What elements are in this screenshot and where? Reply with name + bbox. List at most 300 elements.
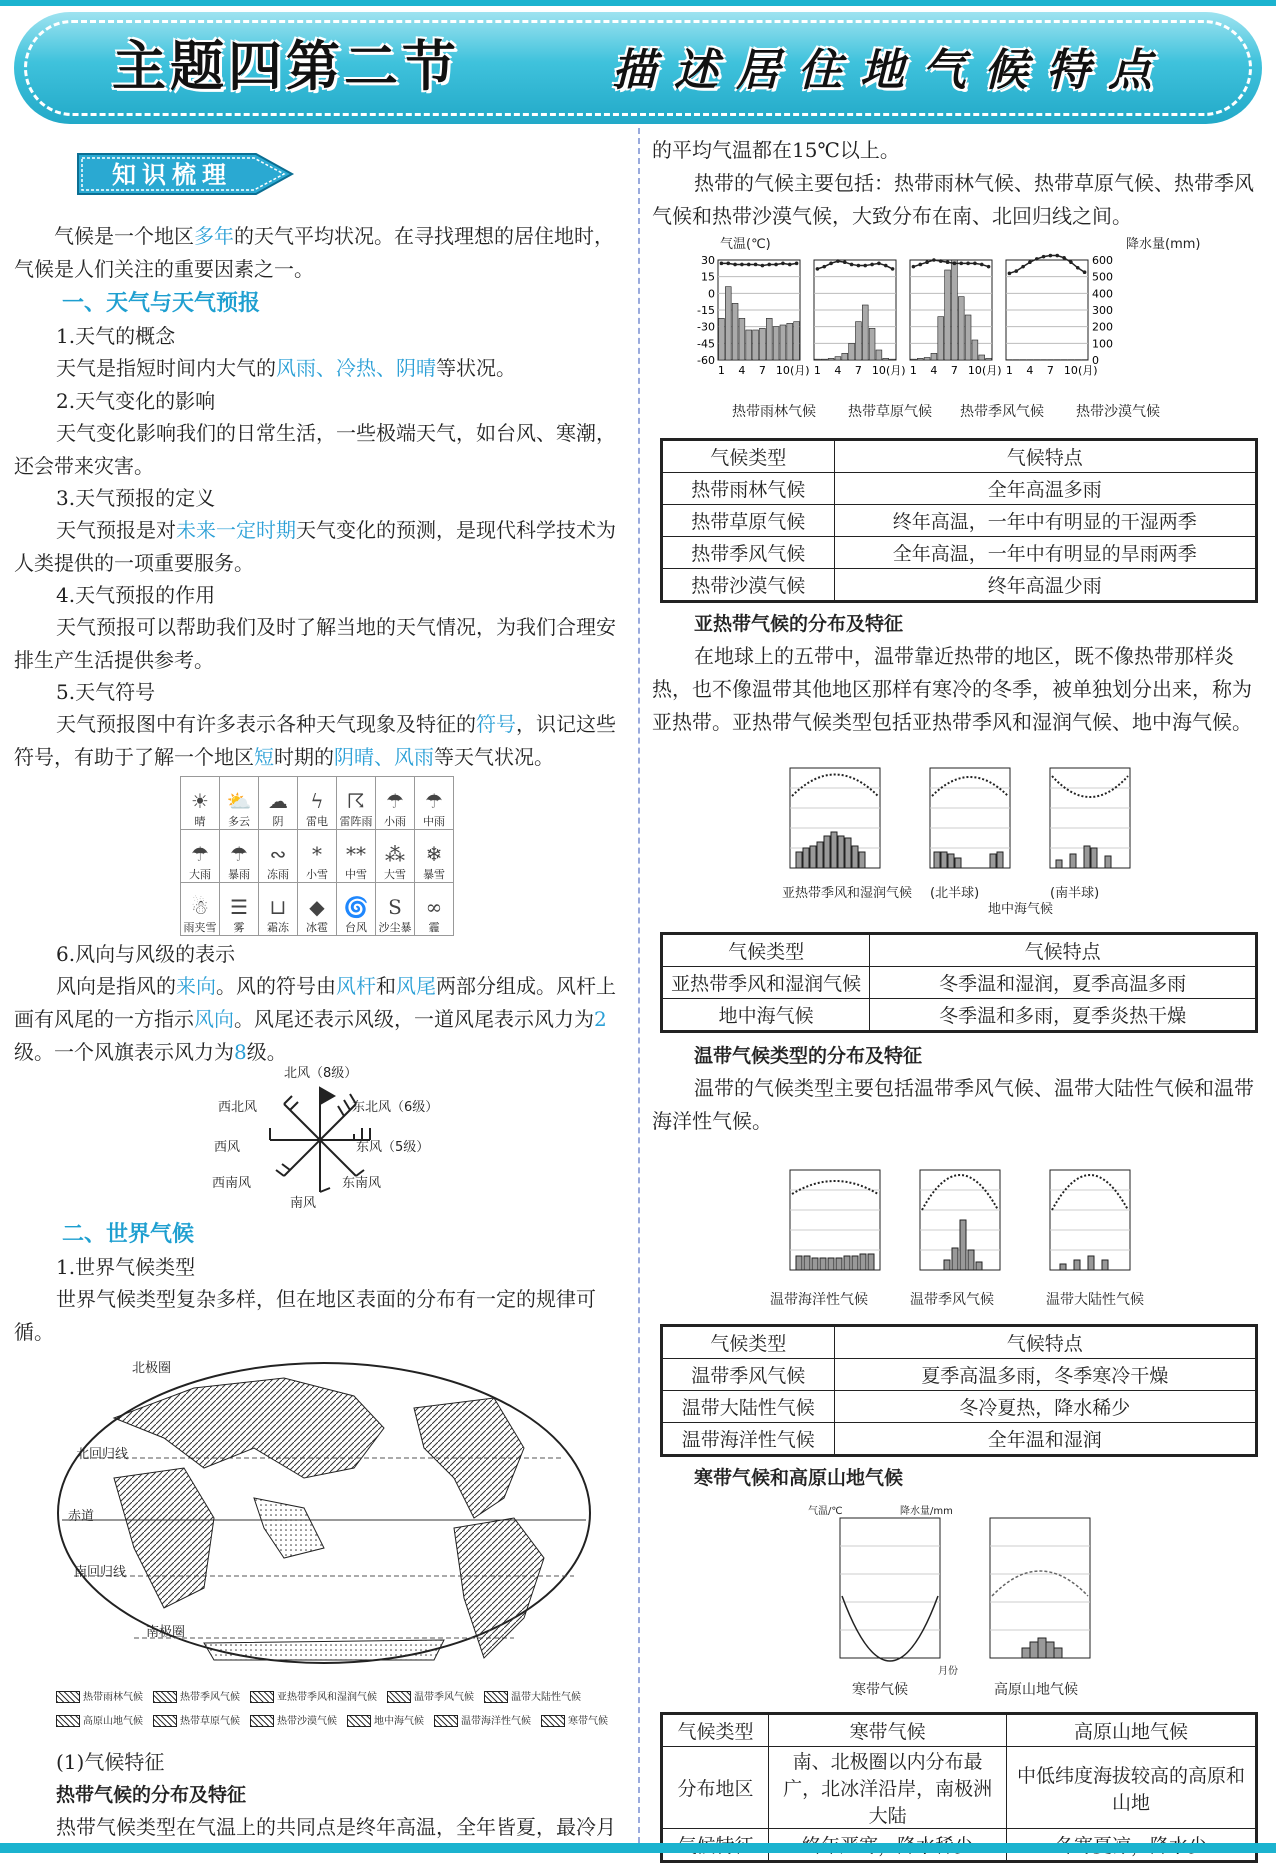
- month-tick: 10: [968, 364, 982, 377]
- weather-cell: [298, 883, 337, 936]
- s1-b: 风雨、冷热、阴晴: [276, 356, 436, 380]
- legend-swatch: [56, 1691, 80, 1703]
- fig1-cap-0: 热带雨林气候: [732, 404, 816, 420]
- fig4-temp-axis: 气温/℃: [808, 1506, 843, 1518]
- table-cell: 夏季高温多雨，冬季寒冷干燥: [834, 1359, 1256, 1391]
- fig3-cap-0: 温带海洋性气候: [770, 1292, 868, 1308]
- bottom-rule: [0, 1843, 1276, 1853]
- precip-tick: 300: [1092, 304, 1113, 317]
- weather-symbol-icon: ⁂: [376, 842, 414, 866]
- weather-symbol-icon: 🌀: [337, 895, 375, 919]
- precip-bar: [725, 287, 731, 360]
- map-label-tropic-n: 北回归线: [76, 1448, 128, 1462]
- table-cell: 热带雨林气候: [662, 473, 835, 505]
- table-header-cell: 气候类型: [662, 440, 835, 473]
- map-label-equator: 赤道: [68, 1510, 94, 1524]
- table-header-row: [662, 1714, 1257, 1747]
- month-tick: 1: [718, 364, 725, 377]
- s6-e: 和: [376, 974, 396, 998]
- heading-weather: 一、天气与天气预报: [62, 287, 260, 320]
- s4-title: 4.天气预报的作用: [56, 579, 215, 612]
- table-cell: 热带草原气候: [662, 505, 835, 537]
- weather-symbol-label: 小雨: [384, 815, 406, 828]
- precip-bar: [876, 350, 882, 360]
- temperature-point: [1062, 256, 1066, 260]
- map-label-arctic: 北极圈: [132, 1362, 171, 1376]
- temperature-point: [939, 259, 943, 263]
- fig4-cap-1: 高原山地气候: [994, 1682, 1078, 1698]
- intro-b: 多年: [194, 224, 234, 248]
- s1-a: 天气是指短时间内大气的: [56, 356, 276, 380]
- fig4-prec-axis: 降水量/mm: [900, 1506, 953, 1518]
- fig3-cap-2: 温带大陆性气候: [1046, 1292, 1144, 1308]
- s4-text: 天气预报可以帮助我们及时了解当地的天气情况，为我们合理安排生产生活提供参考。: [14, 611, 626, 677]
- weather-cell: [298, 830, 337, 883]
- s5-text: [14, 708, 626, 774]
- month-tick: 10: [776, 364, 790, 377]
- legend-item: [153, 1686, 240, 1710]
- legend-label: 亚热带季风和湿润气候: [277, 1692, 377, 1703]
- table-cell: 温带海洋性气候: [662, 1423, 835, 1456]
- s6-a: 风向是指风的: [56, 974, 176, 998]
- legend-swatch: [484, 1691, 508, 1703]
- temp-tick: -45: [697, 337, 715, 350]
- s5-a: 天气预报图中有许多表示各种天气现象及特征的: [56, 712, 476, 736]
- temperature-point: [863, 264, 867, 268]
- precip-bar: [849, 343, 855, 360]
- s6-b: 来向: [176, 974, 216, 998]
- wind-label-w: 西风: [214, 1140, 240, 1156]
- subtropical-charts: [760, 748, 1160, 888]
- precip-bar: [911, 359, 917, 360]
- temperature-point: [953, 262, 957, 266]
- temp-tick: -30: [697, 321, 715, 334]
- fig2-cap-1: (北半球): [930, 886, 979, 901]
- temp-tick: 0: [708, 287, 715, 300]
- table-header-cell: 高原山地气候: [1007, 1714, 1257, 1747]
- weather-symbol-label: 台风: [345, 921, 367, 934]
- legend-swatch: [153, 1691, 177, 1703]
- s6-h: 风向: [194, 1007, 234, 1031]
- s5-e: 时期的: [274, 745, 334, 769]
- fig1-prec-axis: 降水量(mm): [1126, 238, 1200, 252]
- table-cell: 分布地区: [662, 1747, 769, 1829]
- table-header-row: [662, 1326, 1257, 1359]
- temperature-point: [781, 262, 785, 266]
- temperate-climate-table: [660, 1324, 1258, 1457]
- legend-item: [484, 1686, 581, 1710]
- table-header-row: [662, 440, 1257, 473]
- table-cell: 温带大陆性气候: [662, 1391, 835, 1423]
- weather-symbol-icon: ϟ: [298, 789, 336, 813]
- legend-swatch: [250, 1715, 274, 1727]
- weather-cell: [220, 830, 259, 883]
- r-p2: 热带的气候主要包括：热带雨林气候、热带草原气候、热带季风气候和热带沙漠气候，大致分布在南、北回归线之间。: [652, 167, 1266, 233]
- precip-bar: [821, 359, 827, 360]
- precip-bar: [739, 318, 745, 360]
- table-cell: 南、北极圈以内分布最广，北冰洋沿岸，南极洲大陆: [769, 1747, 1007, 1829]
- month-unit: (月): [886, 364, 906, 377]
- weather-cell: [376, 830, 415, 883]
- month-tick: 1: [1006, 364, 1013, 377]
- wind-label-s: 南风: [290, 1196, 316, 1212]
- table-cell: 温带季风气候: [662, 1359, 835, 1391]
- month-tick: 10: [1064, 364, 1078, 377]
- temperature-point: [1042, 255, 1046, 259]
- table-header-cell: 寒带气候: [769, 1714, 1007, 1747]
- precip-tick: 500: [1092, 271, 1113, 284]
- table-row: [662, 537, 1257, 569]
- table-header-cell: 气候特点: [834, 1326, 1256, 1359]
- weather-cell: [415, 830, 454, 883]
- fig3-cap-1: 温带季风气候: [910, 1292, 994, 1308]
- temperature-point: [1055, 254, 1059, 258]
- precip-bar: [952, 260, 958, 360]
- s3-c: 天气变化的预测，是现代科学技术为人类提供的一项重要服务。: [14, 518, 616, 575]
- precip-tick: 100: [1092, 337, 1113, 350]
- climate-chart: [718, 260, 810, 377]
- weather-symbol-icon: ∞: [415, 895, 453, 919]
- weather-symbol-icon: ☰: [220, 895, 258, 919]
- temperature-point: [857, 264, 861, 268]
- knowledge-tag-label: 知识梳理: [112, 158, 232, 191]
- weather-symbol-label: 中雨: [423, 815, 445, 828]
- weather-symbol-label: 雷阵雨: [340, 815, 373, 828]
- s3-text: [14, 514, 626, 580]
- precip-bar: [842, 353, 848, 360]
- temp-tick: 15: [701, 271, 715, 284]
- weather-symbol-label: 霾: [429, 921, 440, 934]
- table-header-cell: 气候特点: [870, 934, 1257, 967]
- precip-bar: [815, 359, 821, 360]
- precip-bar: [965, 315, 971, 360]
- precip-bar: [917, 358, 923, 360]
- weather-symbol-label: 暴雨: [228, 868, 250, 881]
- temp-tick: -15: [697, 304, 715, 317]
- tropical-climate-charts: [706, 236, 1206, 426]
- precip-bar: [753, 330, 759, 360]
- temperature-point: [959, 262, 963, 266]
- precip-bar: [938, 317, 944, 360]
- legend-label: 热带季风气候: [180, 1692, 240, 1703]
- s6-l: 8: [234, 1040, 247, 1064]
- legend-swatch: [56, 1715, 80, 1727]
- month-tick: 1: [814, 364, 821, 377]
- section-title: 主题四第二节: [112, 24, 460, 101]
- month-tick: 4: [930, 364, 937, 377]
- map-label-tropic-s: 南回归线: [74, 1566, 126, 1580]
- weather-cell: [415, 777, 454, 830]
- legend-item: [153, 1710, 240, 1734]
- heading-world-climate: 二、世界气候: [62, 1218, 194, 1251]
- wind-label-n: 北风（8级）: [284, 1066, 357, 1082]
- precip-bar: [924, 358, 930, 361]
- weather-row: [181, 883, 454, 936]
- precip-bar: [856, 322, 862, 360]
- precip-bar: [794, 322, 800, 360]
- legend-item: [434, 1710, 531, 1734]
- s2-title: 2.天气变化的影响: [56, 385, 215, 418]
- table-row: [662, 967, 1257, 999]
- weather-row: [181, 777, 454, 830]
- precip-bar: [958, 297, 964, 360]
- precip-bar: [780, 325, 786, 360]
- precip-bar: [986, 358, 992, 360]
- precip-bar: [972, 340, 978, 360]
- table-cell: 终年高温少雨: [834, 569, 1256, 602]
- legend-item: [541, 1710, 608, 1734]
- map-label-antarctic: 南极圈: [146, 1626, 185, 1640]
- w1-text: 世界气候类型复杂多样，但在地区表面的分布有一定的规律可循。: [14, 1283, 626, 1349]
- table-row: [662, 1747, 1257, 1829]
- temperature-point: [877, 262, 881, 266]
- weather-cell: [181, 883, 220, 936]
- weather-symbol-icon: ☂: [415, 789, 453, 813]
- topic-title: 描述居住地气候特点: [612, 34, 1170, 98]
- table-header-cell: 气候类型: [662, 1714, 769, 1747]
- legend-item: [250, 1686, 377, 1710]
- fig1-cap-1: 热带草原气候: [848, 404, 932, 420]
- month-unit: (月): [790, 364, 810, 377]
- weather-row: [181, 830, 454, 883]
- temperature-point: [850, 263, 854, 267]
- weather-cell: [259, 883, 298, 936]
- weather-cell: [181, 830, 220, 883]
- weather-symbol-label: 晴: [195, 815, 206, 828]
- r-p4: 温带的气候类型主要包括温带季风气候、温带大陆性气候和温带海洋性气候。: [652, 1072, 1266, 1138]
- temperature-point: [912, 265, 916, 269]
- month-tick: 10: [872, 364, 886, 377]
- legend-swatch: [153, 1715, 177, 1727]
- weather-symbol-icon: ⛅: [220, 789, 258, 813]
- precip-bar: [979, 355, 985, 360]
- precip-bar: [719, 318, 725, 360]
- weather-cell: [337, 883, 376, 936]
- weather-symbol-icon: ☀: [181, 789, 219, 813]
- s1-title: 1.天气的概念: [56, 320, 175, 353]
- legend-label: 高原山地气候: [83, 1716, 143, 1727]
- legend-item: [347, 1710, 424, 1734]
- weather-cell: [259, 777, 298, 830]
- r-p1: 的平均气温都在15℃以上。: [652, 134, 1266, 167]
- intro-a: 气候是一个地区: [54, 224, 194, 248]
- wind-label-nw: 西北风: [218, 1100, 257, 1116]
- tropical-climate-table: [660, 438, 1258, 603]
- weather-symbol-label: 冰雹: [306, 921, 328, 934]
- table-header-cell: 气候特点: [834, 440, 1256, 473]
- table-cell: 热带沙漠气候: [662, 569, 835, 602]
- weather-symbol-label: 中雪: [345, 868, 367, 881]
- precip-tick: 400: [1092, 287, 1113, 300]
- legend-label: 热带雨林气候: [83, 1692, 143, 1703]
- wind-label-sw: 西南风: [212, 1176, 251, 1192]
- precip-bar: [835, 357, 841, 360]
- weather-symbol-icon: *: [298, 842, 336, 866]
- fig2-cap-0: 亚热带季风和湿润气候: [782, 886, 912, 901]
- temperature-point: [767, 263, 771, 267]
- table-row: [662, 569, 1257, 602]
- table-row: [662, 473, 1257, 505]
- temperature-point: [870, 263, 874, 267]
- legend-label: 热带草原气候: [180, 1716, 240, 1727]
- precip-tick: 600: [1092, 254, 1113, 267]
- month-tick: 4: [1026, 364, 1033, 377]
- precip-bar: [883, 358, 889, 360]
- legend-swatch: [541, 1715, 565, 1727]
- weather-symbol-icon: ☂: [181, 842, 219, 866]
- legend-label: 温带海洋性气候: [461, 1716, 531, 1727]
- temperature-point: [788, 263, 792, 267]
- table-cell: 全年高温多雨: [834, 473, 1256, 505]
- month-unit: (月): [982, 364, 1002, 377]
- table-cell: 亚热带季风和湿润气候: [662, 967, 870, 999]
- table-header-cell: 气候类型: [662, 1326, 835, 1359]
- legend-item: [56, 1710, 143, 1734]
- month-tick: 4: [738, 364, 745, 377]
- month-tick: 7: [951, 364, 958, 377]
- weather-cell: [181, 777, 220, 830]
- temp-tick: 30: [701, 254, 715, 267]
- weather-cell: [376, 883, 415, 936]
- s5-b: 符号: [476, 712, 516, 736]
- weather-symbol-icon: ☁: [259, 789, 297, 813]
- s1-text: [56, 352, 626, 385]
- legend-swatch: [434, 1715, 458, 1727]
- w1-title: 1.世界气候类型: [56, 1251, 195, 1284]
- legend-item: [56, 1686, 143, 1710]
- temperature-point: [1069, 260, 1073, 264]
- weather-symbol-label: 小雪: [306, 868, 328, 881]
- table-cell: 冬季温和多雨，夏季炎热干燥: [870, 999, 1257, 1032]
- s5-d: 短: [254, 745, 274, 769]
- temperature-point: [1008, 272, 1012, 276]
- temperature-point: [1049, 254, 1053, 258]
- temperature-point: [816, 267, 820, 271]
- world-climate-map: [54, 1358, 594, 1668]
- legend-item: [250, 1710, 337, 1734]
- weather-symbol-label: 雷电: [306, 815, 328, 828]
- table-cell: 终年高温，一年中有明显的干湿两季: [834, 505, 1256, 537]
- precip-bar: [766, 318, 772, 360]
- weather-symbol-label: 雨夹雪: [184, 921, 217, 934]
- weather-symbol-icon: ☂: [376, 789, 414, 813]
- table-row: [662, 999, 1257, 1032]
- temperature-point: [884, 264, 888, 268]
- weather-symbol-icon: **: [337, 842, 375, 866]
- precip-bar: [773, 327, 779, 360]
- legend-label: 热带沙漠气候: [277, 1716, 337, 1727]
- s6-d: 风杆: [336, 974, 376, 998]
- weather-symbol-table: [180, 776, 454, 936]
- temperature-point: [822, 265, 826, 269]
- weather-cell: [220, 777, 259, 830]
- temperature-point: [973, 262, 977, 266]
- c3-text: 热带气候类型在气温上的共同点是终年高温，全年皆夏，最冷月: [56, 1811, 632, 1844]
- s6-c: 。风的符号由: [216, 974, 336, 998]
- month-tick: 7: [855, 364, 862, 377]
- intro-c: 的天气平均状况。在寻找理想的居住地时，气候是人们关注的重要因素之一。: [14, 224, 614, 281]
- cold-highland-table: [660, 1712, 1258, 1863]
- subtropical-climate-table: [660, 932, 1258, 1033]
- temperature-point: [918, 263, 922, 267]
- weather-symbol-label: 雾: [234, 921, 245, 934]
- temperature-point: [829, 262, 833, 266]
- legend-swatch: [250, 1691, 274, 1703]
- climate-chart: [910, 258, 1002, 377]
- precip-bar: [760, 328, 766, 360]
- temperature-point: [720, 262, 724, 266]
- table-cell: 热带季风气候: [662, 537, 835, 569]
- map-legend: [56, 1686, 626, 1734]
- s2-text: 天气变化影响我们的日常生活，一些极端天气，如台风、寒潮，还会带来灾害。: [14, 417, 626, 483]
- subtropical-heading: 亚热带气候的分布及特征: [694, 608, 903, 641]
- s5-title: 5.天气符号: [56, 676, 155, 709]
- month-tick: 4: [834, 364, 841, 377]
- weather-symbol-icon: ☈: [337, 789, 375, 813]
- legend-label: 温带季风气候: [414, 1692, 474, 1703]
- fig4-month-label: 月份: [938, 1666, 958, 1678]
- temperature-point: [733, 263, 737, 267]
- temperature-point: [747, 263, 751, 267]
- weather-symbol-icon: S: [376, 895, 414, 919]
- s3-title: 3.天气预报的定义: [56, 482, 215, 515]
- temperature-point: [774, 263, 778, 267]
- top-rule: [0, 0, 1276, 6]
- table-row: [662, 1391, 1257, 1423]
- temperature-point: [726, 262, 730, 266]
- table-row: [662, 505, 1257, 537]
- weather-symbol-icon: ❄: [415, 842, 453, 866]
- fig1-cap-3: 热带沙漠气候: [1076, 404, 1160, 420]
- table-cell: 中低纬度海拔较高的高原和山地: [1007, 1747, 1257, 1829]
- climate-chart: [814, 259, 906, 377]
- temperature-point: [1014, 269, 1018, 273]
- fig2-cap-2: (南半球): [1050, 886, 1099, 901]
- temperate-charts: [760, 1150, 1160, 1290]
- precip-bar: [945, 270, 951, 360]
- legend-item: [387, 1686, 474, 1710]
- precip-bar: [787, 323, 793, 360]
- s6-g: 两部分组成。风杆上画有风尾的一方指示: [14, 974, 616, 1031]
- precip-bar: [869, 328, 875, 360]
- temperature-point: [891, 267, 895, 271]
- c1-text: (1)气候特征: [56, 1746, 164, 1779]
- table-header-row: [662, 934, 1257, 967]
- legend-label: 温带大陆性气候: [511, 1692, 581, 1703]
- table-cell: 地中海气候: [662, 999, 870, 1032]
- s6-k: 级。一个风旗表示风力为: [14, 1040, 234, 1064]
- month-tick: 7: [759, 364, 766, 377]
- intro-paragraph: [14, 220, 626, 286]
- temperate-heading: 温带气候类型的分布及特征: [694, 1040, 922, 1073]
- weather-cell: [259, 830, 298, 883]
- temperature-point: [980, 263, 984, 267]
- fig1-cap-2: 热带季风气候: [960, 404, 1044, 420]
- precip-tick: 200: [1092, 321, 1113, 334]
- s6-j: 2: [594, 1007, 607, 1031]
- table-cell: 全年温和湿润: [834, 1423, 1256, 1456]
- weather-symbol-label: 霜冻: [267, 921, 289, 934]
- s5-g: 等天气状况。: [434, 745, 554, 769]
- precip-bar: [746, 330, 752, 360]
- wind-label-se: 东南风: [342, 1176, 381, 1192]
- s5-f: 阴晴、风雨: [334, 745, 434, 769]
- s6-text: [14, 970, 626, 1069]
- weather-symbol-icon: ◆: [298, 895, 336, 919]
- s6-title: 6.风向与风级的表示: [56, 938, 235, 971]
- temperature-point: [795, 262, 799, 266]
- temperature-point: [1021, 265, 1025, 269]
